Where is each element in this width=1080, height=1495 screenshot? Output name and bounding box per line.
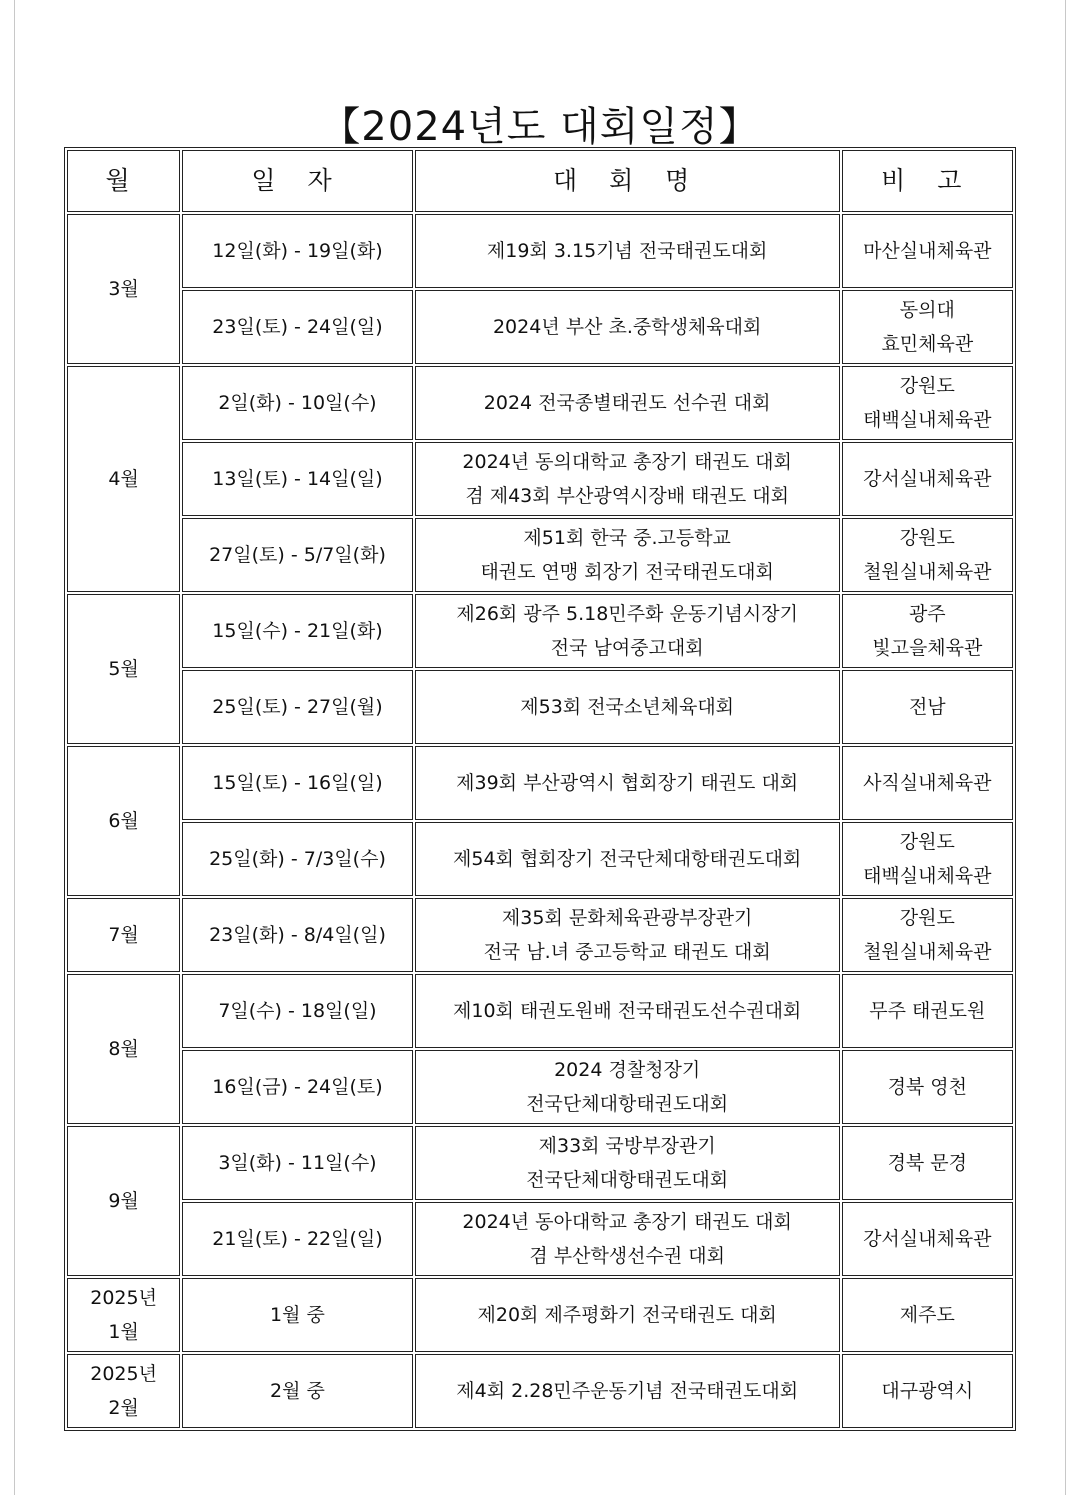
- table-row: [67, 290, 1013, 364]
- month-cell: [67, 594, 180, 744]
- date-text: 21일(토) - 22일(일): [212, 1228, 383, 1250]
- month-label: 6월: [108, 810, 139, 832]
- note-text: 강서실내체육관: [863, 468, 992, 490]
- event-name-text: 제26회 광주 5.18민주화 운동기념시장기 전국 남여중고대회: [456, 603, 798, 659]
- event-name-cell: [415, 746, 840, 820]
- table-row: [67, 670, 1013, 744]
- event-name-text: 2024년 부산 초.중학생체육대회: [492, 316, 762, 338]
- month-cell: [67, 1126, 180, 1276]
- date-cell: [182, 214, 412, 288]
- table-row: [67, 214, 1013, 288]
- month-label: 4월: [108, 468, 139, 490]
- date-text: 25일(화) - 7/3일(수): [209, 848, 386, 870]
- event-name-text: 제51회 한국 중.고등학교 태권도 연맹 회장기 전국태권도대회: [480, 527, 774, 583]
- event-name-cell: [415, 442, 840, 516]
- note-cell: [842, 1050, 1013, 1124]
- table-row: [67, 594, 1013, 668]
- date-text: 7일(수) - 18일(일): [218, 1000, 377, 1022]
- header-note: 비 고: [842, 150, 1013, 212]
- event-name-text: 2024 경찰청장기 전국단체대항태권도대회: [526, 1059, 729, 1115]
- note-cell: [842, 290, 1013, 364]
- event-name-cell: [415, 290, 840, 364]
- table-row: [67, 518, 1013, 592]
- table-row: [67, 898, 1013, 972]
- event-name-cell: [415, 670, 840, 744]
- date-cell: [182, 290, 412, 364]
- note-cell: [842, 366, 1013, 440]
- note-text: 사직실내체육관: [863, 772, 992, 794]
- event-name-text: 제20회 제주평화기 전국태권도 대회: [477, 1304, 777, 1326]
- event-name-cell: [415, 1126, 840, 1200]
- note-text: 강원도 철원실내체육관: [863, 527, 992, 583]
- event-name-text: 제10회 태권도원배 전국태권도선수권대회: [453, 1000, 802, 1022]
- date-cell: [182, 822, 412, 896]
- date-cell: [182, 974, 412, 1048]
- note-cell: [842, 214, 1013, 288]
- event-name-cell: [415, 1354, 840, 1428]
- header-date: 일 자: [182, 150, 412, 212]
- note-cell: [842, 518, 1013, 592]
- date-text: 25일(토) - 27일(월): [212, 696, 383, 718]
- date-text: 23일(토) - 24일(일): [212, 316, 383, 338]
- month-label: 2025년 2월: [90, 1363, 157, 1419]
- note-cell: [842, 594, 1013, 668]
- event-name-cell: [415, 1278, 840, 1352]
- note-text: 강원도 태백실내체육관: [863, 375, 992, 431]
- note-cell: [842, 974, 1013, 1048]
- event-name-text: 제54회 협회장기 전국단체대항태권도대회: [453, 848, 802, 870]
- event-name-cell: [415, 1050, 840, 1124]
- note-text: 대구광역시: [881, 1380, 974, 1402]
- event-name-cell: [415, 1202, 840, 1276]
- month-cell: [67, 214, 180, 364]
- date-cell: [182, 670, 412, 744]
- table-row: [67, 366, 1013, 440]
- note-text: 전남: [908, 696, 946, 718]
- schedule-table: [64, 147, 1016, 1431]
- event-name-text: 제19회 3.15기념 전국태권도대회: [486, 240, 768, 262]
- note-text: 경북 문경: [887, 1152, 968, 1174]
- event-name-cell: [415, 214, 840, 288]
- month-cell: [67, 1354, 180, 1428]
- table-row: [67, 1278, 1013, 1352]
- month-cell: [67, 974, 180, 1124]
- month-cell: [67, 1278, 180, 1352]
- date-cell: [182, 898, 412, 972]
- table-row: [67, 974, 1013, 1048]
- date-cell: [182, 746, 412, 820]
- date-text: 23일(화) - 8/4일(일): [209, 924, 386, 946]
- date-text: 13일(토) - 14일(일): [212, 468, 383, 490]
- table-row: [67, 822, 1013, 896]
- note-text: 경북 영천: [887, 1076, 968, 1098]
- table-row: [67, 1126, 1013, 1200]
- month-label: 5월: [108, 658, 139, 680]
- table-row: [67, 746, 1013, 820]
- event-name-text: 제53회 전국소년체육대회: [520, 696, 735, 718]
- schedule-body: [67, 214, 1013, 1428]
- date-cell: [182, 594, 412, 668]
- date-text: 12일(화) - 19일(화): [212, 240, 383, 262]
- date-cell: [182, 1050, 412, 1124]
- event-name-cell: [415, 974, 840, 1048]
- event-name-text: 2024년 동아대학교 총장기 태권도 대회 겸 부산학생선수권 대회: [462, 1211, 792, 1267]
- event-name-cell: [415, 822, 840, 896]
- note-text: 강원도 철원실내체육관: [863, 907, 992, 963]
- note-text: 강원도 태백실내체육관: [863, 831, 992, 887]
- date-cell: [182, 518, 412, 592]
- date-text: 27일(토) - 5/7일(화): [209, 544, 386, 566]
- event-name-cell: [415, 898, 840, 972]
- note-text: 무주 태권도원: [869, 1000, 986, 1022]
- document-title: 【2024년도 대회일정】: [320, 103, 760, 150]
- table-row: [67, 1202, 1013, 1276]
- date-cell: [182, 1202, 412, 1276]
- event-name-text: 제35회 문화체육관광부장관기 전국 남.녀 중고등학교 태권도 대회: [483, 907, 771, 963]
- date-cell: [182, 1354, 412, 1428]
- note-cell: [842, 1278, 1013, 1352]
- date-text: 1월 중: [270, 1304, 325, 1326]
- date-cell: [182, 1126, 412, 1200]
- note-text: 광주 빛고을체육관: [872, 603, 983, 659]
- event-name-text: 제39회 부산광역시 협회장기 태권도 대회: [456, 772, 799, 794]
- date-text: 15일(수) - 21일(화): [212, 620, 383, 642]
- note-text: 강서실내체육관: [863, 1228, 992, 1250]
- event-name-cell: [415, 366, 840, 440]
- event-name-cell: [415, 594, 840, 668]
- date-text: 2일(화) - 10일(수): [218, 392, 377, 414]
- note-cell: [842, 442, 1013, 516]
- header-month: 월: [67, 150, 180, 212]
- event-name-cell: [415, 518, 840, 592]
- table-row: [67, 1354, 1013, 1428]
- header-event-name: 대 회 명: [415, 150, 840, 212]
- date-cell: [182, 1278, 412, 1352]
- date-cell: [182, 366, 412, 440]
- month-cell: [67, 898, 180, 972]
- note-cell: [842, 898, 1013, 972]
- month-label: 2025년 1월: [90, 1287, 157, 1343]
- note-cell: [842, 746, 1013, 820]
- note-text: 제주도: [899, 1304, 955, 1326]
- date-cell: [182, 442, 412, 516]
- date-text: 3일(화) - 11일(수): [218, 1152, 377, 1174]
- note-text: 동의대 효민체육관: [881, 299, 974, 355]
- note-cell: [842, 822, 1013, 896]
- table-row: [67, 1050, 1013, 1124]
- event-name-text: 2024년 동의대학교 총장기 태권도 대회 겸 제43회 부산광역시장배 태권도 대회: [462, 451, 792, 507]
- date-text: 2월 중: [270, 1380, 325, 1402]
- event-name-text: 제33회 국방부장관기 전국단체대항태권도대회: [526, 1135, 729, 1191]
- event-name-text: 제4회 2.28민주운동기념 전국태권도대회: [456, 1380, 799, 1402]
- date-text: 16일(금) - 24일(토): [212, 1076, 383, 1098]
- note-cell: [842, 670, 1013, 744]
- month-label: 7월: [108, 924, 139, 946]
- month-label: 3월: [108, 278, 139, 300]
- note-text: 마산실내체육관: [863, 240, 992, 262]
- note-cell: [842, 1354, 1013, 1428]
- event-name-text: 2024 전국종별태권도 선수권 대회: [483, 392, 771, 414]
- month-cell: [67, 366, 180, 592]
- note-cell: [842, 1126, 1013, 1200]
- table-row: [67, 442, 1013, 516]
- month-cell: [67, 746, 180, 896]
- table-header-row: [67, 150, 1013, 212]
- month-label: 8월: [108, 1038, 139, 1060]
- date-text: 15일(토) - 16일(일): [212, 772, 383, 794]
- month-label: 9월: [108, 1190, 139, 1212]
- note-cell: [842, 1202, 1013, 1276]
